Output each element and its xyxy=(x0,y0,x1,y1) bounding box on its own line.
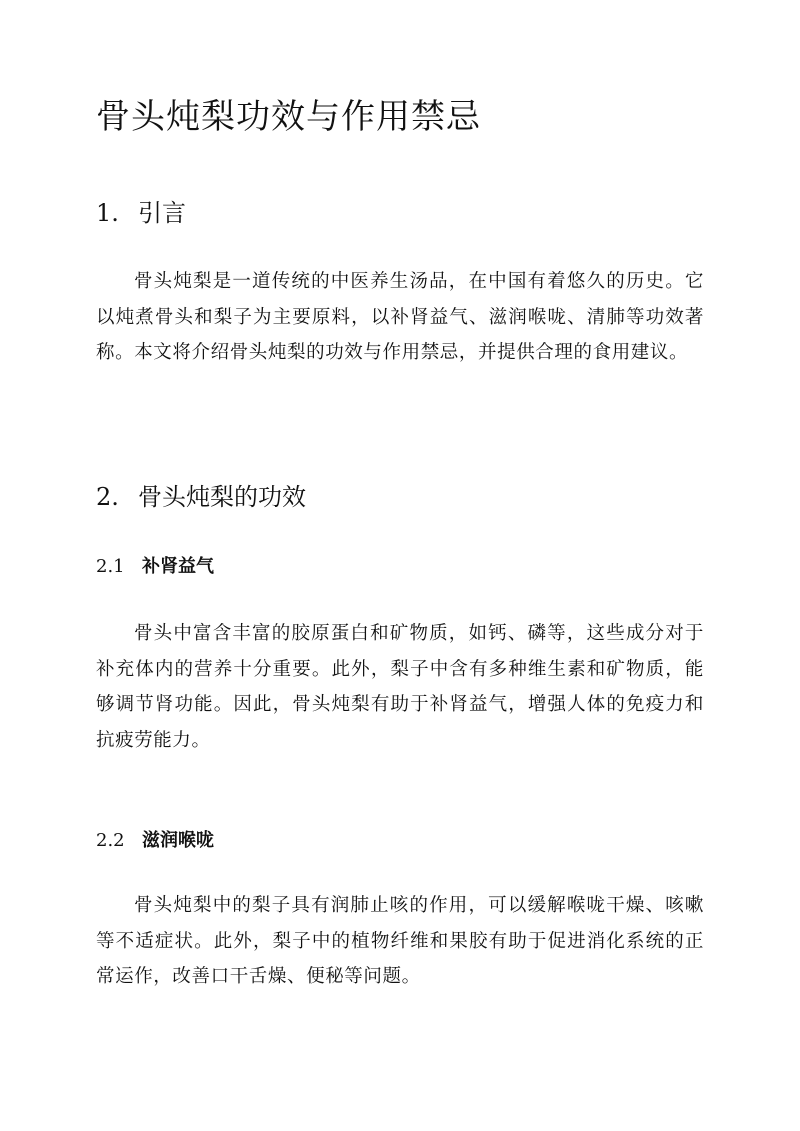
kidney-paragraph: 骨头中富含丰富的胶原蛋白和矿物质，如钙、磷等，这些成分对于补充体内的营养十分重要。此外，梨子中含有多种维生素和矿物质，能够调节肾功能。因此，骨头炖梨有助于补肾益气，增强人体的免疫力和抗疲劳能力。 xyxy=(96,623,704,751)
section-heading-introduction xyxy=(96,196,186,230)
section-heading-benefits xyxy=(96,480,306,514)
subsection-number: 2.2 xyxy=(96,830,125,851)
subsection-number: 2.1 xyxy=(96,556,125,577)
section-title: 引言 xyxy=(138,199,186,227)
section-number: 2. xyxy=(96,483,119,511)
subsection-heading-kidney xyxy=(96,554,214,580)
throat-paragraph: 骨头炖梨中的梨子具有润肺止咳的作用，可以缓解喉咙干燥、咳嗽等不适症状。此外，梨子中的植物纤维和果胶有助于促进消化系统的正常运作，改善口干舌燥、便秘等问题。 xyxy=(96,895,704,987)
subsection-title: 补肾益气 xyxy=(142,556,214,577)
introduction-paragraph: 骨头炖梨是一道传统的中医养生汤品，在中国有着悠久的历史。它以炖煮骨头和梨子为主要原料，以补肾益气、滋润喉咙、清肺等功效著称。本文将介绍骨头炖梨的功效与作用禁忌，并提供合理的食用建议。 xyxy=(96,271,704,363)
subsection-heading-throat xyxy=(96,828,214,854)
document-title: 骨头炖梨功效与作用禁忌 xyxy=(96,97,481,137)
subsection-title: 滋润喉咙 xyxy=(142,830,214,851)
section-number: 1. xyxy=(96,199,119,227)
section-title: 骨头炖梨的功效 xyxy=(138,483,306,511)
